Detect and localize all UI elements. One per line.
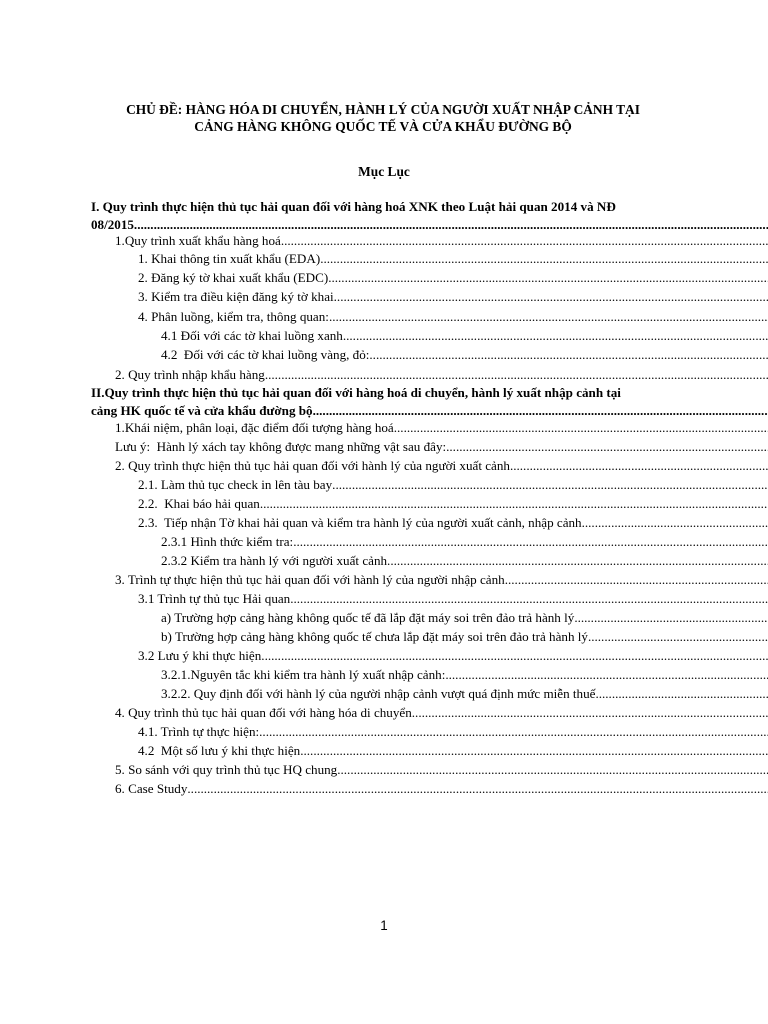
toc-entry-section-1[interactable] [91, 198, 768, 234]
toc-entry[interactable] [115, 419, 768, 437]
toc-dot-leader [595, 685, 768, 703]
toc-dot-leader [328, 269, 768, 287]
toc-entry-label: 2.3. Tiếp nhận Tờ khai hải quan và kiểm tra hành lý của người xuất cảnh, nhập cảnh [138, 515, 582, 530]
toc-dot-leader [290, 590, 768, 608]
toc-entry-label: 2.2. Khai báo hải quan [138, 496, 260, 511]
toc-dot-leader [259, 723, 768, 741]
toc-entry[interactable] [138, 269, 768, 287]
toc-entry-section-1-line-1: I. Quy trình thực hiện thủ tục hải quan đối với hàng hoá XNK theo Luật hải quan 2014 và NĐ [91, 199, 616, 214]
toc-entry[interactable] [115, 780, 768, 798]
toc-entry-label: 4. Quy trình thủ tục hải quan đối với hàng hóa di chuyển [115, 705, 412, 720]
toc-dot-leader [329, 308, 768, 326]
toc-entry-label: 2.3.2 Kiểm tra hành lý với người xuất cảnh [161, 553, 388, 568]
toc-entry-label: 1. Khai thông tin xuất khẩu (EDA) [138, 251, 321, 266]
toc-entry-label: 4.2 Đối với các tờ khai luồng vàng, đỏ: [161, 347, 370, 362]
toc-entry-label: 1.Quy trình xuất khẩu hàng hoá [115, 233, 281, 248]
toc-entry-label: 4.2 Một số lưu ý khi thực hiện [138, 743, 301, 758]
toc-entry[interactable] [161, 666, 768, 684]
toc-dot-leader [574, 609, 768, 627]
toc-entry-label: 5. So sánh với quy trình thủ tục HQ chung [115, 762, 338, 777]
toc-dot-leader [313, 402, 768, 420]
document-title-line-2: CẢNG HÀNG KHÔNG QUỐC TẾ VÀ CỬA KHẨU ĐƯỜNG BỘ [194, 119, 572, 134]
toc-entry-label: 6. Case Study [115, 781, 188, 796]
toc-entry-label: 2. Quy trình nhập khẩu hàng [115, 367, 265, 382]
toc-entry[interactable] [115, 457, 768, 475]
toc-dot-leader [320, 250, 768, 268]
toc-entry[interactable] [115, 761, 768, 779]
toc-entry[interactable] [115, 571, 768, 589]
toc-entry[interactable] [138, 742, 768, 760]
toc-entry-label: 2.1. Làm thủ tục check in lên tàu bay [138, 477, 333, 492]
toc-entry-section-2[interactable] [91, 384, 768, 420]
toc-dot-leader [265, 366, 768, 384]
toc-dot-leader [260, 495, 768, 513]
toc-entry[interactable] [161, 628, 768, 646]
toc-dot-leader [510, 457, 768, 475]
toc-entry-section-2-line-1: II.Quy trình thực hiện thủ tục hải quan đối với hàng hoá di chuyển, hành lý xuất nhập cảnh tại [91, 385, 621, 400]
toc-dot-leader [343, 327, 768, 345]
toc-dot-leader [582, 514, 768, 532]
toc-entry-label: 3.2.2. Quy định đối với hành lý của người nhập cảnh vượt quá định mức miễn thuế [161, 686, 596, 701]
toc-entry-label: 2.3.1 Hình thức kiểm tra: [161, 534, 294, 549]
toc-entry-section-2-line-2: cảng HK quốc tế và cửa khẩu đường bộ [91, 403, 313, 418]
toc-dot-leader [261, 647, 768, 665]
toc-dot-leader [293, 533, 768, 551]
toc-entry[interactable] [161, 552, 768, 570]
toc-entry[interactable] [115, 704, 768, 722]
toc-dot-leader [334, 288, 768, 306]
toc-dot-leader [337, 761, 768, 779]
toc-entry[interactable] [138, 476, 768, 494]
toc-entry-section-1-line-2: 08/2015 [91, 217, 134, 232]
toc-dot-leader [505, 571, 768, 589]
toc-entry-label: Lưu ý: Hành lý xách tay không được mang những vật sau đây: [115, 439, 447, 454]
toc-entry-label: 3. Trình tự thực hiện thủ tục hải quan đối với hành lý của người nhập cảnh [115, 572, 505, 587]
toc-entry[interactable] [161, 685, 768, 703]
toc-dot-leader [187, 780, 768, 798]
toc-entry-label: 3.1 Trình tự thủ tục Hải quan [138, 591, 291, 606]
toc-dot-leader [369, 346, 768, 364]
toc-entry[interactable] [115, 366, 768, 384]
toc-entry-label: b) Trường hợp cảng hàng không quốc tế chưa lắp đặt máy soi trên đảo trả hành lý [161, 629, 588, 644]
toc-entry[interactable] [115, 232, 768, 250]
toc-entry-label: 4.1. Trình tự thực hiện: [138, 724, 260, 739]
toc-entry-label: 3.2.1.Nguyên tắc khi kiểm tra hành lý xuất nhập cảnh: [161, 667, 446, 682]
toc-heading: Mục Lục [358, 164, 410, 179]
toc-entry-label: a) Trường hợp cảng hàng không quốc tế đã lắp đặt máy soi trên đảo trả hành lý [161, 610, 575, 625]
toc-dot-leader [394, 419, 768, 437]
toc-entry-label: 2. Quy trình thực hiện thủ tục hải quan đối với hành lý của người xuất cảnh [115, 458, 510, 473]
toc-entry[interactable] [138, 590, 768, 608]
toc-entry[interactable] [138, 723, 768, 741]
toc-entry[interactable] [161, 609, 768, 627]
toc-entry[interactable] [161, 327, 768, 345]
toc-entry[interactable] [138, 308, 768, 326]
toc-entry-label: 1.Khái niệm, phân loại, đặc điểm đối tượng hàng hoá [115, 420, 394, 435]
toc-entry[interactable] [138, 495, 768, 513]
toc-entry[interactable] [138, 288, 768, 306]
toc-dot-leader [445, 666, 768, 684]
toc-dot-leader [281, 232, 768, 250]
toc-entry-label: 3.2 Lưu ý khi thực hiện [138, 648, 262, 663]
toc-dot-leader [412, 704, 768, 722]
toc-dot-leader [387, 552, 768, 570]
toc-entry[interactable] [161, 346, 768, 364]
toc-entry-label: 2. Đăng ký tờ khai xuất khẩu (EDC) [138, 270, 329, 285]
toc-dot-leader [446, 438, 768, 456]
toc-entry[interactable] [138, 514, 768, 532]
toc-entry-label: 4.1 Đối với các tờ khai luồng xanh [161, 328, 343, 343]
document-title-line-1: CHỦ ĐỀ: HÀNG HÓA DI CHUYỂN, HÀNH LÝ CỦA NGƯỜI XUẤT NHẬP CẢNH TẠI [126, 102, 640, 117]
toc-entry[interactable] [138, 647, 768, 665]
toc-dot-leader [588, 628, 768, 646]
page-number: 1 [380, 918, 388, 933]
toc-entry-label: 3. Kiểm tra điều kiện đăng ký tờ khai [138, 289, 334, 304]
toc-dot-leader [300, 742, 768, 760]
toc-dot-leader [332, 476, 768, 494]
toc-entry[interactable] [138, 250, 768, 268]
toc-entry-label: 4. Phân luồng, kiểm tra, thông quan: [138, 309, 329, 324]
toc-entry[interactable] [115, 438, 768, 456]
toc-entry[interactable] [161, 533, 768, 551]
